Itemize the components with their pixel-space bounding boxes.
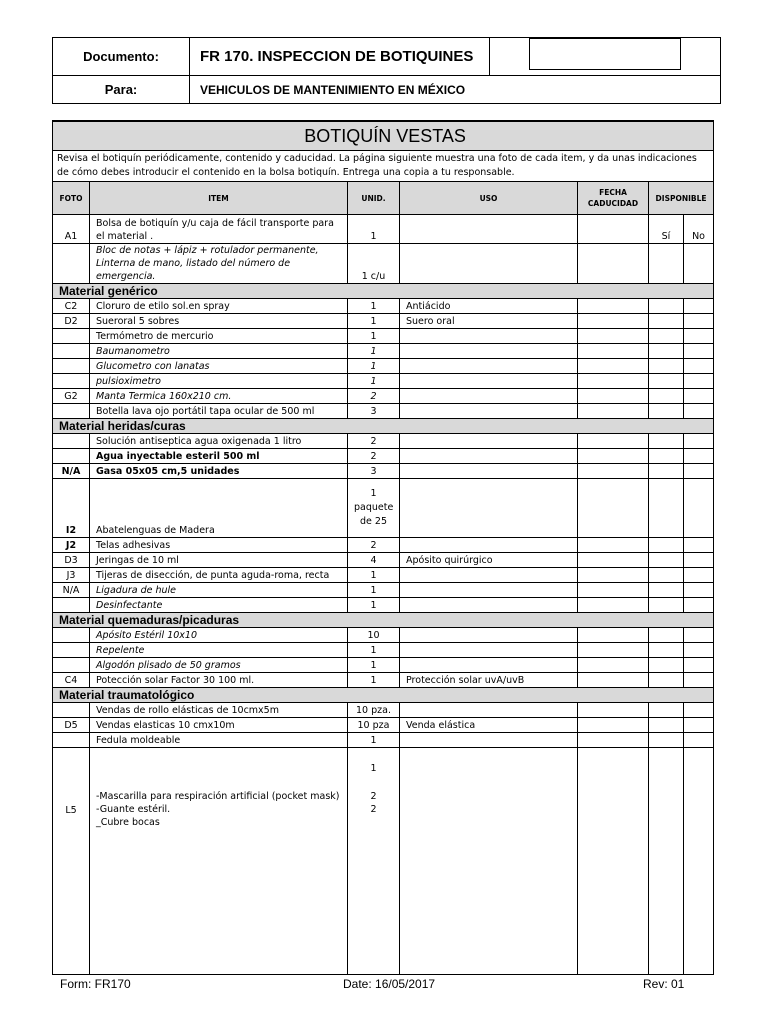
- fecha-cell[interactable]: [578, 703, 649, 718]
- disponible-no[interactable]: [684, 628, 714, 643]
- col-disponible: DISPONIBLE: [649, 182, 714, 215]
- table-row: [53, 374, 714, 389]
- uso-cell[interactable]: [400, 389, 578, 404]
- documento-label: Documento:: [53, 38, 190, 76]
- item-cell: pulsioximetro: [90, 374, 348, 389]
- disponible-no[interactable]: [684, 673, 714, 688]
- unid-cell: 1 c/u: [348, 244, 400, 284]
- foto-cell: [53, 244, 90, 284]
- disponible-si[interactable]: [649, 583, 684, 598]
- item-cell: Telas adhesivas: [90, 538, 348, 553]
- uso-cell[interactable]: [400, 404, 578, 419]
- unid-cell: 1: [348, 673, 400, 688]
- disponible-si[interactable]: [649, 673, 684, 688]
- foto-cell: N/A: [53, 464, 90, 479]
- disponible-si[interactable]: [649, 374, 684, 389]
- para-label: Para:: [53, 76, 190, 104]
- uso-cell[interactable]: Protección solar uvA/uvB: [400, 673, 578, 688]
- uso-cell[interactable]: [400, 215, 578, 244]
- foto-cell: [53, 404, 90, 419]
- uso-cell[interactable]: [400, 359, 578, 374]
- unid-cell: 1: [348, 658, 400, 673]
- unid-cell: 10 pza: [348, 718, 400, 733]
- intro-text: Revisa el botiquín periódicamente, contenido y caducidad. La página siguiente muestra una foto de cada item, y da unas indicaciones de cómo debes introducir el contenido en la bolsa botiquín. Entrega una copia a tu responsable.: [53, 151, 714, 182]
- item-cell: Repelente: [90, 643, 348, 658]
- unid-cell: 1: [348, 643, 400, 658]
- table-row: [53, 583, 714, 598]
- fecha-cell[interactable]: [578, 344, 649, 359]
- unid-cell: 2: [348, 389, 400, 404]
- unid-cell: 1: [348, 344, 400, 359]
- table-row: [53, 344, 714, 359]
- item-cell: Sueroral 5 sobres: [90, 314, 348, 329]
- foto-cell: D3: [53, 553, 90, 568]
- disponible-si[interactable]: [649, 404, 684, 419]
- disponible-si[interactable]: [649, 299, 684, 314]
- item-cell: Solución antiseptica agua oxigenada 1 litro: [90, 434, 348, 449]
- foto-cell: C2: [53, 299, 90, 314]
- disponible-no[interactable]: [684, 538, 714, 553]
- unid-cell: 1: [348, 329, 400, 344]
- unid-cell: [348, 748, 400, 975]
- table-row: [53, 404, 714, 419]
- disponible-no[interactable]: [684, 244, 714, 284]
- disponible-si[interactable]: [649, 359, 684, 374]
- foto-cell: [53, 344, 90, 359]
- fecha-cell[interactable]: [578, 583, 649, 598]
- table-row: [53, 538, 714, 553]
- disponible-no[interactable]: No: [684, 215, 714, 244]
- table-row: [53, 568, 714, 583]
- item-cell: Bolsa de botiquín y/u caja de fácil transporte para el material .: [90, 215, 348, 244]
- disponible-no[interactable]: [684, 748, 714, 975]
- unid-cell: 1 paquete de 25: [348, 479, 400, 538]
- table-row: [53, 464, 714, 479]
- table-row: [53, 733, 714, 748]
- fecha-cell[interactable]: [578, 215, 649, 244]
- disponible-si[interactable]: [649, 643, 684, 658]
- foto-cell: [53, 434, 90, 449]
- table-row: [53, 215, 714, 244]
- section-quemaduras: Material quemaduras/picaduras: [53, 613, 714, 628]
- foto-cell: A1: [53, 215, 90, 244]
- fecha-cell[interactable]: [578, 598, 649, 613]
- disponible-no[interactable]: [684, 389, 714, 404]
- col-item: ITEM: [90, 182, 348, 215]
- item-cell: Termómetro de mercurio: [90, 329, 348, 344]
- item-cell: Gasa 05x05 cm,5 unidades: [90, 464, 348, 479]
- disponible-si[interactable]: [649, 598, 684, 613]
- fecha-cell[interactable]: [578, 658, 649, 673]
- disponible-si[interactable]: [649, 449, 684, 464]
- checklist-title: BOTIQUÍN VESTAS: [53, 121, 714, 151]
- disponible-si[interactable]: Sí: [649, 215, 684, 244]
- disponible-si[interactable]: [649, 389, 684, 404]
- documento-value: FR 170. INSPECCION DE BOTIQUINES: [190, 38, 490, 76]
- item-cell: Jeringas de 10 ml: [90, 553, 348, 568]
- disponible-no[interactable]: [684, 449, 714, 464]
- table-row: [53, 329, 714, 344]
- para-value: VEHICULOS DE MANTENIMIENTO EN MÉXICO: [190, 76, 721, 104]
- uso-cell[interactable]: [400, 568, 578, 583]
- fecha-cell[interactable]: [578, 359, 649, 374]
- table-row: [53, 299, 714, 314]
- disponible-si[interactable]: [649, 568, 684, 583]
- footer-form: Form: FR170: [60, 977, 131, 991]
- col-fecha: FECHA CADUCIDAD: [578, 182, 649, 215]
- foto-cell: [53, 658, 90, 673]
- unid-cell: 1: [348, 568, 400, 583]
- uso-cell[interactable]: [400, 643, 578, 658]
- disponible-no[interactable]: [684, 344, 714, 359]
- uso-cell[interactable]: [400, 583, 578, 598]
- vestas-logo-placeholder: [529, 38, 681, 70]
- fecha-cell[interactable]: [578, 449, 649, 464]
- fecha-cell[interactable]: [578, 479, 649, 538]
- footer-date: Date: 16/05/2017: [343, 977, 436, 991]
- table-row: [53, 389, 714, 404]
- unid-line: 1: [370, 763, 377, 774]
- uso-cell[interactable]: [400, 434, 578, 449]
- item-cell: Manta Termica 160x210 cm.: [90, 389, 348, 404]
- foto-cell: [53, 628, 90, 643]
- foto-cell: I2: [53, 479, 90, 538]
- disponible-no[interactable]: [684, 643, 714, 658]
- disponible-si[interactable]: [649, 314, 684, 329]
- table-row: [53, 553, 714, 568]
- disponible-si[interactable]: [649, 703, 684, 718]
- uso-cell[interactable]: [400, 344, 578, 359]
- foto-cell: N/A: [53, 583, 90, 598]
- unid-cell: 3: [348, 404, 400, 419]
- disponible-no[interactable]: [684, 374, 714, 389]
- disponible-si[interactable]: [649, 538, 684, 553]
- item-cell: Tijeras de disección, de punta aguda-roma, recta: [90, 568, 348, 583]
- unid-cell: 2: [348, 434, 400, 449]
- table-row: [53, 673, 714, 688]
- foto-cell: G2: [53, 389, 90, 404]
- col-unid: UNID.: [348, 182, 400, 215]
- item-cell: Apósito Estéril 10x10: [90, 628, 348, 643]
- unid-cell: 1: [348, 583, 400, 598]
- disponible-si[interactable]: [649, 553, 684, 568]
- foto-cell: [53, 733, 90, 748]
- uso-cell[interactable]: [400, 658, 578, 673]
- foto-cell: D2: [53, 314, 90, 329]
- disponible-no[interactable]: [684, 553, 714, 568]
- disponible-no[interactable]: [684, 464, 714, 479]
- uso-cell[interactable]: [400, 703, 578, 718]
- unid-cell: 1: [348, 299, 400, 314]
- disponible-si[interactable]: [649, 464, 684, 479]
- disponible-no[interactable]: [684, 568, 714, 583]
- fecha-cell[interactable]: [578, 434, 649, 449]
- table-row: [53, 359, 714, 374]
- foto-cell: [53, 598, 90, 613]
- table-row: [53, 658, 714, 673]
- disponible-si[interactable]: [649, 479, 684, 538]
- logo-cell: [490, 38, 721, 76]
- table-row: [53, 598, 714, 613]
- table-row: [53, 449, 714, 464]
- item-cell: Baumanometro: [90, 344, 348, 359]
- disponible-no[interactable]: [684, 598, 714, 613]
- unid-cell: 1: [348, 598, 400, 613]
- disponible-no[interactable]: [684, 479, 714, 538]
- item-cell: Glucometro con lanatas: [90, 359, 348, 374]
- table-row: [53, 479, 714, 538]
- table-row: [53, 434, 714, 449]
- uso-cell[interactable]: [400, 598, 578, 613]
- item-cell: Agua inyectable esteril 500 ml: [90, 449, 348, 464]
- item-cell: Botella lava ojo portátil tapa ocular de 500 ml: [90, 404, 348, 419]
- fecha-cell[interactable]: [578, 389, 649, 404]
- disponible-no[interactable]: [684, 703, 714, 718]
- table-row: [53, 643, 714, 658]
- foto-cell: C4: [53, 673, 90, 688]
- disponible-si[interactable]: [649, 748, 684, 975]
- uso-cell[interactable]: Antiácido: [400, 299, 578, 314]
- foto-cell: J2: [53, 538, 90, 553]
- item-cell: Bloc de notas + lápiz + rotulador permanente, Linterna de mano, listado del número de emergencia.: [90, 244, 348, 284]
- fecha-cell[interactable]: [578, 404, 649, 419]
- disponible-no[interactable]: [684, 329, 714, 344]
- fecha-cell[interactable]: [578, 733, 649, 748]
- foto-cell: [53, 703, 90, 718]
- uso-cell[interactable]: [400, 464, 578, 479]
- uso-cell[interactable]: [400, 628, 578, 643]
- disponible-si[interactable]: [649, 718, 684, 733]
- disponible-no[interactable]: [684, 404, 714, 419]
- foto-cell: [53, 329, 90, 344]
- disponible-si[interactable]: [649, 329, 684, 344]
- unid-cell: 1: [348, 215, 400, 244]
- uso-cell[interactable]: Apósito quirúrgico: [400, 553, 578, 568]
- unid-cell: 10: [348, 628, 400, 643]
- uso-cell[interactable]: [400, 479, 578, 538]
- foto-cell: [53, 374, 90, 389]
- section-heridas: Material heridas/curas: [53, 419, 714, 434]
- col-foto: FOTO: [53, 182, 90, 215]
- fecha-cell[interactable]: [578, 374, 649, 389]
- disponible-si[interactable]: [649, 244, 684, 284]
- fecha-cell[interactable]: [578, 643, 649, 658]
- disponible-no[interactable]: [684, 359, 714, 374]
- uso-cell[interactable]: [400, 748, 578, 975]
- col-uso: USO: [400, 182, 578, 215]
- disponible-no[interactable]: [684, 299, 714, 314]
- uso-cell[interactable]: [400, 374, 578, 389]
- unid-cell: 3: [348, 464, 400, 479]
- unid-cell: 2: [348, 538, 400, 553]
- disponible-no[interactable]: [684, 583, 714, 598]
- uso-cell[interactable]: [400, 449, 578, 464]
- fecha-cell[interactable]: [578, 568, 649, 583]
- unid-line: 2: [370, 804, 377, 815]
- foto-cell: D5: [53, 718, 90, 733]
- fecha-cell[interactable]: [578, 329, 649, 344]
- footer-rev: Rev: 01: [643, 977, 685, 991]
- fecha-cell[interactable]: [578, 748, 649, 975]
- unid-cell: 1: [348, 314, 400, 329]
- disponible-si[interactable]: [649, 344, 684, 359]
- uso-cell[interactable]: [400, 329, 578, 344]
- unid-cell: 1: [348, 374, 400, 389]
- disponible-no[interactable]: [684, 733, 714, 748]
- unid-cell: 2: [348, 449, 400, 464]
- unid-cell: 4: [348, 553, 400, 568]
- section-traumatologico: Material traumatológico: [53, 688, 714, 703]
- fecha-cell[interactable]: [578, 553, 649, 568]
- table-row: [53, 314, 714, 329]
- item-cell: Desinfectante: [90, 598, 348, 613]
- item-cell: Fedula moldeable: [90, 733, 348, 748]
- item-cell: Ligadura de hule: [90, 583, 348, 598]
- fecha-cell[interactable]: [578, 673, 649, 688]
- foto-cell: [53, 449, 90, 464]
- uso-cell[interactable]: [400, 733, 578, 748]
- unid-cell: 10 pza.: [348, 703, 400, 718]
- uso-cell[interactable]: [400, 538, 578, 553]
- table-row: [53, 718, 714, 733]
- fecha-cell[interactable]: [578, 628, 649, 643]
- foto-cell: L5: [53, 748, 90, 975]
- item-cell: Cloruro de etilo sol.en spray: [90, 299, 348, 314]
- item-cell: [90, 748, 348, 975]
- disponible-no[interactable]: [684, 718, 714, 733]
- fecha-cell[interactable]: [578, 314, 649, 329]
- disponible-si[interactable]: [649, 434, 684, 449]
- disponible-no[interactable]: [684, 434, 714, 449]
- item-cell: Vendas elasticas 10 cmx10m: [90, 718, 348, 733]
- section-generico: Material genérico: [53, 284, 714, 299]
- unid-cell: 1: [348, 359, 400, 374]
- fecha-cell[interactable]: [578, 244, 649, 284]
- checklist-table: [52, 120, 714, 975]
- item-cell: Abatelenguas de Madera: [90, 479, 348, 538]
- item-line: -Guante estéril.: [96, 804, 171, 815]
- uso-cell[interactable]: Venda elástica: [400, 718, 578, 733]
- disponible-si[interactable]: [649, 658, 684, 673]
- table-row: [53, 703, 714, 718]
- disponible-si[interactable]: [649, 628, 684, 643]
- document-header: [52, 37, 721, 104]
- item-line: _Cubre bocas: [96, 817, 160, 828]
- disponible-no[interactable]: [684, 658, 714, 673]
- fecha-cell[interactable]: [578, 718, 649, 733]
- uso-cell[interactable]: Suero oral: [400, 314, 578, 329]
- column-header-row: [53, 182, 714, 215]
- fecha-cell[interactable]: [578, 299, 649, 314]
- disponible-no[interactable]: [684, 314, 714, 329]
- uso-cell[interactable]: [400, 244, 578, 284]
- table-row: [53, 748, 714, 975]
- item-line: -Mascarilla para respiración artificial (pocket mask): [96, 791, 340, 802]
- table-row: [53, 628, 714, 643]
- table-row: [53, 244, 714, 284]
- foto-cell: J3: [53, 568, 90, 583]
- disponible-si[interactable]: [649, 733, 684, 748]
- item-cell: Potección solar Factor 30 100 ml.: [90, 673, 348, 688]
- fecha-cell[interactable]: [578, 538, 649, 553]
- item-cell: Vendas de rollo elásticas de 10cmx5m: [90, 703, 348, 718]
- unid-line: 2: [370, 791, 377, 802]
- item-cell: Algodón plisado de 50 gramos: [90, 658, 348, 673]
- unid-cell: 1: [348, 733, 400, 748]
- foto-cell: [53, 359, 90, 374]
- foto-cell: [53, 643, 90, 658]
- fecha-cell[interactable]: [578, 464, 649, 479]
